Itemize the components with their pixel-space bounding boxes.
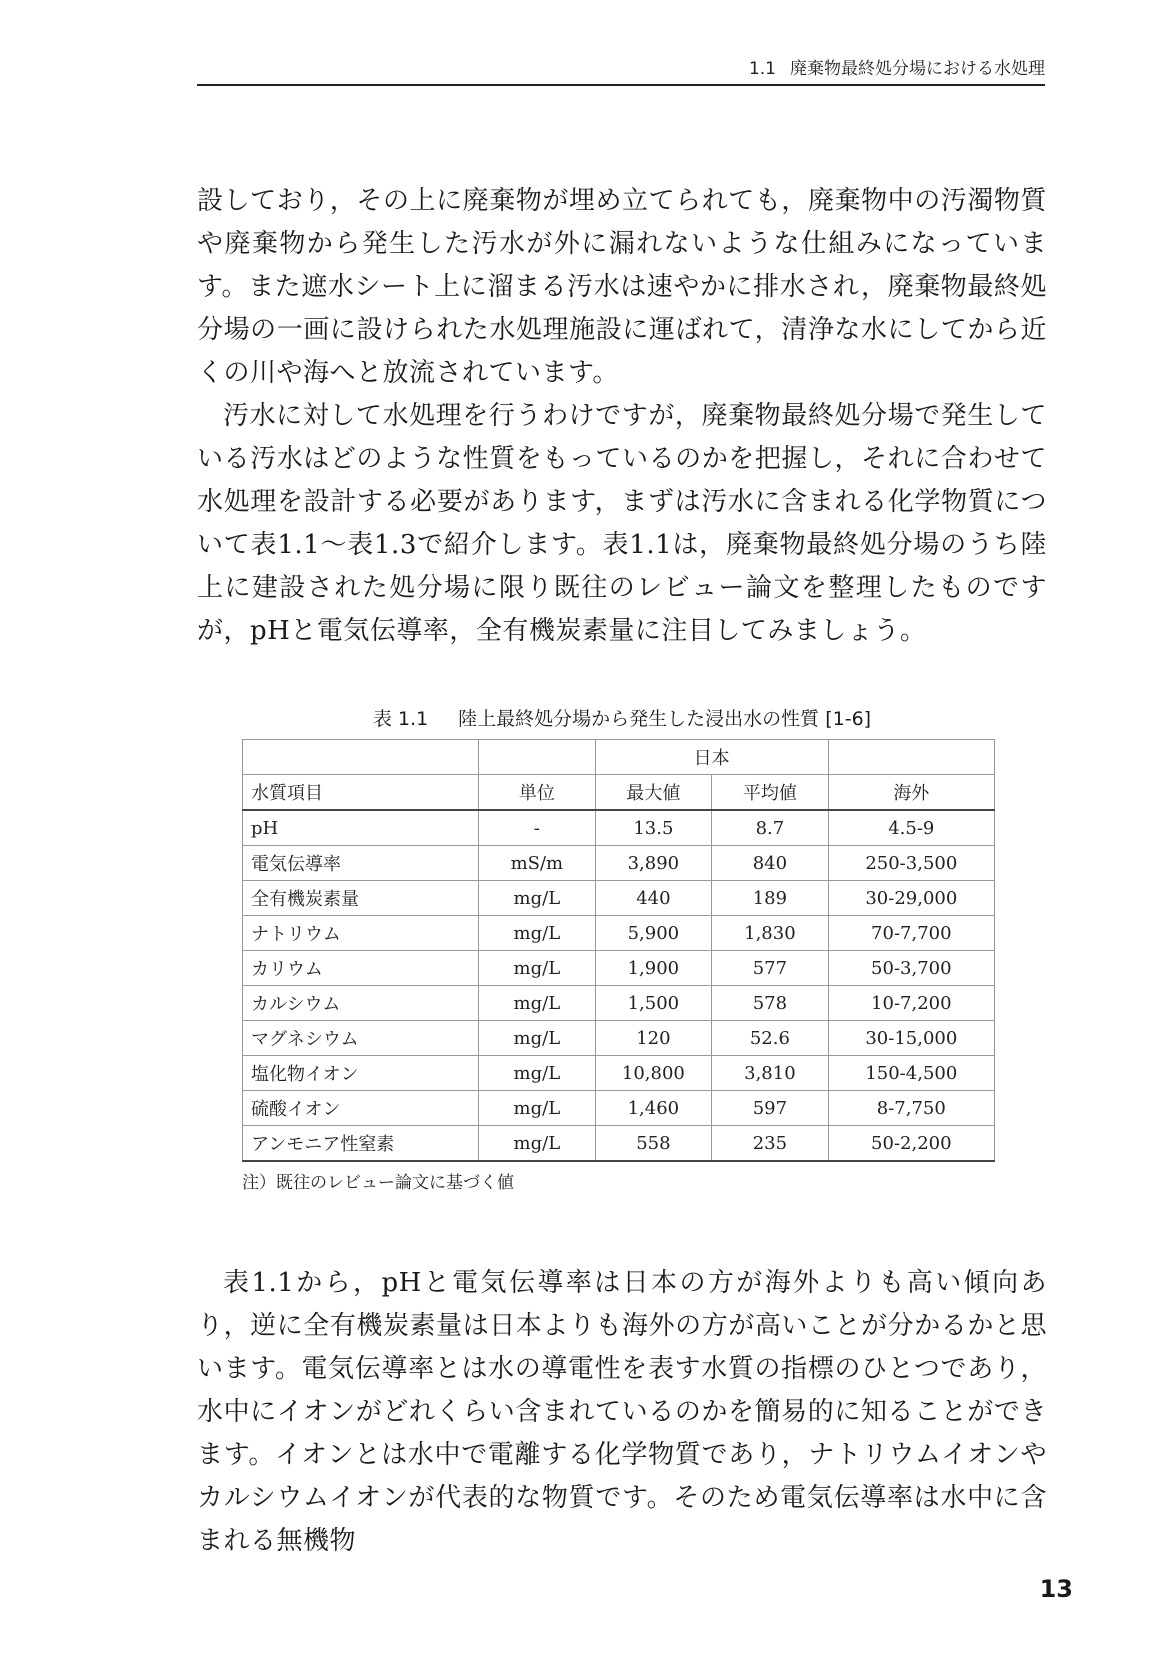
table-row (243, 1126, 995, 1162)
cell-unit: - (479, 810, 595, 846)
cell-foreign: 150-4,500 (828, 1056, 994, 1091)
cell-item: カルシウム (243, 986, 479, 1021)
cell-max: 3,890 (595, 846, 712, 881)
table-row (243, 881, 995, 916)
cell-unit: mg/L (479, 916, 595, 951)
cell-unit: mS/m (479, 846, 595, 881)
table-header-row (243, 740, 995, 775)
body-text-top (197, 180, 1047, 653)
cell-max: 120 (595, 1021, 712, 1056)
cell-unit: mg/L (479, 881, 595, 916)
paragraph: 設しており，その上に廃棄物が埋め立てられても，廃棄物中の汚濁物質や廃棄物から発生した汚水が外に漏れないような仕組みになっています。また遮水シート上に溜まる汚水は速やかに排水され，廃棄物最終処分場の一画に設けられた水処理施設に運ばれて，清浄な水にしてから近くの川や海へと放流されています。 (197, 186, 1047, 388)
cell-unit: mg/L (479, 1056, 595, 1091)
cell-foreign: 10-7,200 (828, 986, 994, 1021)
table-row (243, 986, 995, 1021)
paragraph: 表1.1から，pHと電気伝導率は日本の方が海外よりも高い傾向あり，逆に全有機炭素量は日本よりも海外の方が高いことが分かるかと思います。電気伝導率とは水の導電性を表す水質の指標のひとつであり，水中にイオンがどれくらい含まれているのかを簡易的に知ることができます。イオンとは水中で電離する化学物質であり，ナトリウムイオンやカルシウムイオンが代表的な物質です。そのため電気伝導率は水中に含まれる無機物 (197, 1268, 1047, 1556)
running-header (197, 58, 1045, 86)
cell-item: ナトリウム (243, 916, 479, 951)
cell-avg: 1,830 (712, 916, 828, 951)
header-unit: 単位 (479, 775, 595, 811)
cell-avg: 578 (712, 986, 828, 1021)
cell-avg: 189 (712, 881, 828, 916)
cell-item: 硫酸イオン (243, 1091, 479, 1126)
cell-avg: 577 (712, 951, 828, 986)
table-caption (197, 707, 1047, 731)
cell-foreign: 30-29,000 (828, 881, 994, 916)
table-header-row (243, 775, 995, 811)
cell-avg: 8.7 (712, 810, 828, 846)
cell-avg: 235 (712, 1126, 828, 1162)
table-note: 注）既往のレビュー論文に基づく値 (242, 1173, 514, 1193)
header-foreign: 海外 (828, 775, 994, 811)
cell-foreign: 50-2,200 (828, 1126, 994, 1162)
cell-max: 1,900 (595, 951, 712, 986)
cell-unit: mg/L (479, 1091, 595, 1126)
table-row (243, 916, 995, 951)
cell-foreign: 250-3,500 (828, 846, 994, 881)
cell-max: 558 (595, 1126, 712, 1162)
table-row (243, 1056, 995, 1091)
header-max: 最大値 (595, 775, 712, 811)
cell-unit: mg/L (479, 951, 595, 986)
cell-max: 10,800 (595, 1056, 712, 1091)
cell-avg: 52.6 (712, 1021, 828, 1056)
cell-item: pH (243, 810, 479, 846)
cell-foreign: 70-7,700 (828, 916, 994, 951)
table-row (243, 1091, 995, 1126)
header-section-number: 1.1 (748, 59, 776, 79)
header-cell-empty (828, 740, 994, 775)
water-quality-table (242, 739, 995, 1162)
cell-avg: 840 (712, 846, 828, 881)
cell-max: 440 (595, 881, 712, 916)
table-caption-label: 表 1.1 (372, 708, 429, 730)
table-row (243, 951, 995, 986)
header-section-title: 廃棄物最終処分場における水処理 (790, 59, 1045, 79)
header-item: 水質項目 (243, 775, 479, 811)
cell-item: 全有機炭素量 (243, 881, 479, 916)
header-avg: 平均値 (712, 775, 828, 811)
cell-item: アンモニア性窒素 (243, 1126, 479, 1162)
cell-max: 1,500 (595, 986, 712, 1021)
table-row (243, 846, 995, 881)
cell-foreign: 30-15,000 (828, 1021, 994, 1056)
cell-max: 1,460 (595, 1091, 712, 1126)
cell-unit: mg/L (479, 986, 595, 1021)
cell-item: カリウム (243, 951, 479, 986)
cell-unit: mg/L (479, 1021, 595, 1056)
cell-item: 塩化物イオン (243, 1056, 479, 1091)
table-caption-title: 陸上最終処分場から発生した浸出水の性質 [1-6] (458, 708, 872, 730)
cell-avg: 3,810 (712, 1056, 828, 1091)
table-body (243, 810, 995, 1161)
cell-item: 電気伝導率 (243, 846, 479, 881)
cell-foreign: 50-3,700 (828, 951, 994, 986)
header-cell-empty (479, 740, 595, 775)
cell-avg: 597 (712, 1091, 828, 1126)
table-row (243, 810, 995, 846)
cell-unit: mg/L (479, 1126, 595, 1162)
table-row (243, 1021, 995, 1056)
cell-max: 5,900 (595, 916, 712, 951)
cell-foreign: 8-7,750 (828, 1091, 994, 1126)
paragraph: 汚水に対して水処理を行うわけですが，廃棄物最終処分場で発生している汚水はどのような性質をもっているのかを把握し，それに合わせて水処理を設計する必要があります，まずは汚水に含まれる化学物質について表1.1〜表1.3で紹介します。表1.1は，廃棄物最終処分場のうち陸上に建設された処分場に限り既往のレビュー論文を整理したものですが，pHと電気伝導率，全有機炭素量に注目してみましょう。 (197, 401, 1047, 646)
body-text-bottom (197, 1262, 1047, 1563)
cell-max: 13.5 (595, 810, 712, 846)
cell-item: マグネシウム (243, 1021, 479, 1056)
header-cell-empty (243, 740, 479, 775)
cell-foreign: 4.5-9 (828, 810, 994, 846)
header-group-japan: 日本 (595, 740, 828, 775)
page-number: 13 (1039, 1575, 1073, 1603)
